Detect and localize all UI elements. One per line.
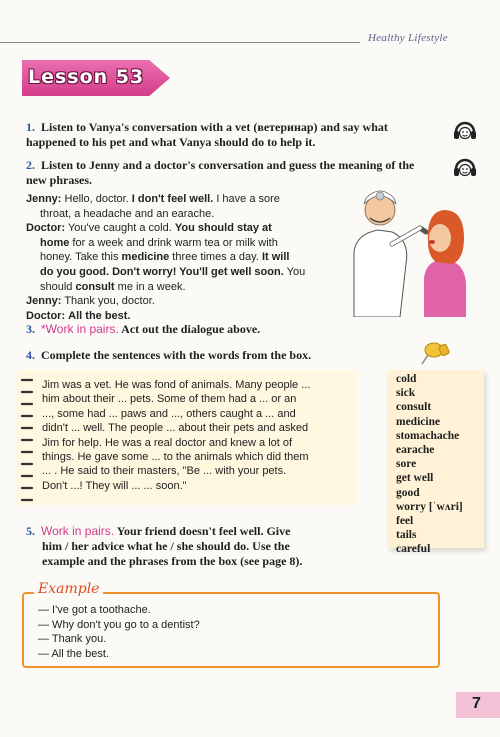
headphones-icon[interactable]: [452, 117, 478, 143]
task-text: Complete the sentences with the words from the box.: [41, 348, 312, 362]
word-item: consult: [396, 401, 432, 414]
word-item: stomachache: [396, 429, 460, 442]
pushpin-icon: [418, 336, 454, 368]
task-5: 5. Work in pairs. Your friend doesn't feel well. Give him / her advice what he / she should do. Use the example and the phrases from the box (see page 8).: [26, 524, 303, 568]
story-text: Jim was a vet. He was fond of animals. Many people ... him about their ... pets. Some of them had a ... or an ..., some had ... paws and ..., others caught a ... and didn't ... well. The people ... about their pets and asked Jim for help. He was a real doctor and knew a lot of things. He gave some ... to the animals which did them ... . He said to their masters, "Be ... with your pets. Don't ...! They will ... ... soon.": [42, 379, 311, 492]
task-number: 5.: [26, 524, 35, 538]
task-instruction: *Work in pairs.: [41, 322, 119, 336]
example-title: Example: [34, 581, 103, 597]
task-number: 4.: [26, 348, 35, 362]
dialogue: Jenny: Hello, doctor. I don't feel well. I have a sore throat, a headache and an earache. Doctor: You've caught a cold. You should stay at home for a week and drink warm tea or milk with honey. Take this medicine three times a day. It will do you good. Don't worry! You'll get well soon. You should consult me in a week. Jenny: Thank you, doctor. Doctor: All the best.: [26, 193, 306, 322]
word-item: tails: [396, 529, 417, 542]
word-item: good: [396, 486, 420, 499]
headphones-icon[interactable]: [452, 154, 478, 180]
task-text: Listen to Jenny and a doctor's conversation and guess the meaning of the new phrases.: [26, 158, 415, 187]
task-4: [26, 348, 406, 363]
task-number: 2.: [26, 158, 35, 172]
word-item: sick: [396, 387, 416, 400]
task-1: [26, 120, 434, 150]
task-number: 1.: [26, 120, 35, 134]
lesson-title: Lesson 53: [28, 66, 145, 88]
word-list: [396, 372, 463, 557]
page-number: 7: [472, 695, 481, 712]
example-dialogue: — I've got a toothache. — Why don't you go to a dentist? — Thank you. — All the best.: [38, 604, 200, 660]
word-item: sore: [396, 458, 417, 471]
spiral-binding: [18, 374, 38, 502]
task-instruction: Work in pairs.: [41, 524, 115, 538]
word-item: worry [ˈwʌri]: [396, 500, 463, 513]
word-item: careful: [396, 543, 431, 556]
word-item: get well: [396, 472, 434, 485]
task-text: Listen to Vanya's conversation with a vet (ветеринар) and say what happened to his pet and what Vanya should do to help it.: [26, 120, 388, 149]
word-item: earache: [396, 444, 435, 457]
task-number: 3.: [26, 322, 35, 336]
task-3: [26, 322, 446, 337]
header-rule: [0, 42, 360, 43]
section-title: Healthy Lifestyle: [368, 32, 448, 44]
doctor-patient-illustration: [340, 182, 470, 317]
word-item: cold: [396, 373, 417, 385]
task-text: Act out the dialogue above.: [121, 322, 261, 336]
word-item: feel: [396, 515, 414, 528]
word-item: medicine: [396, 415, 441, 428]
